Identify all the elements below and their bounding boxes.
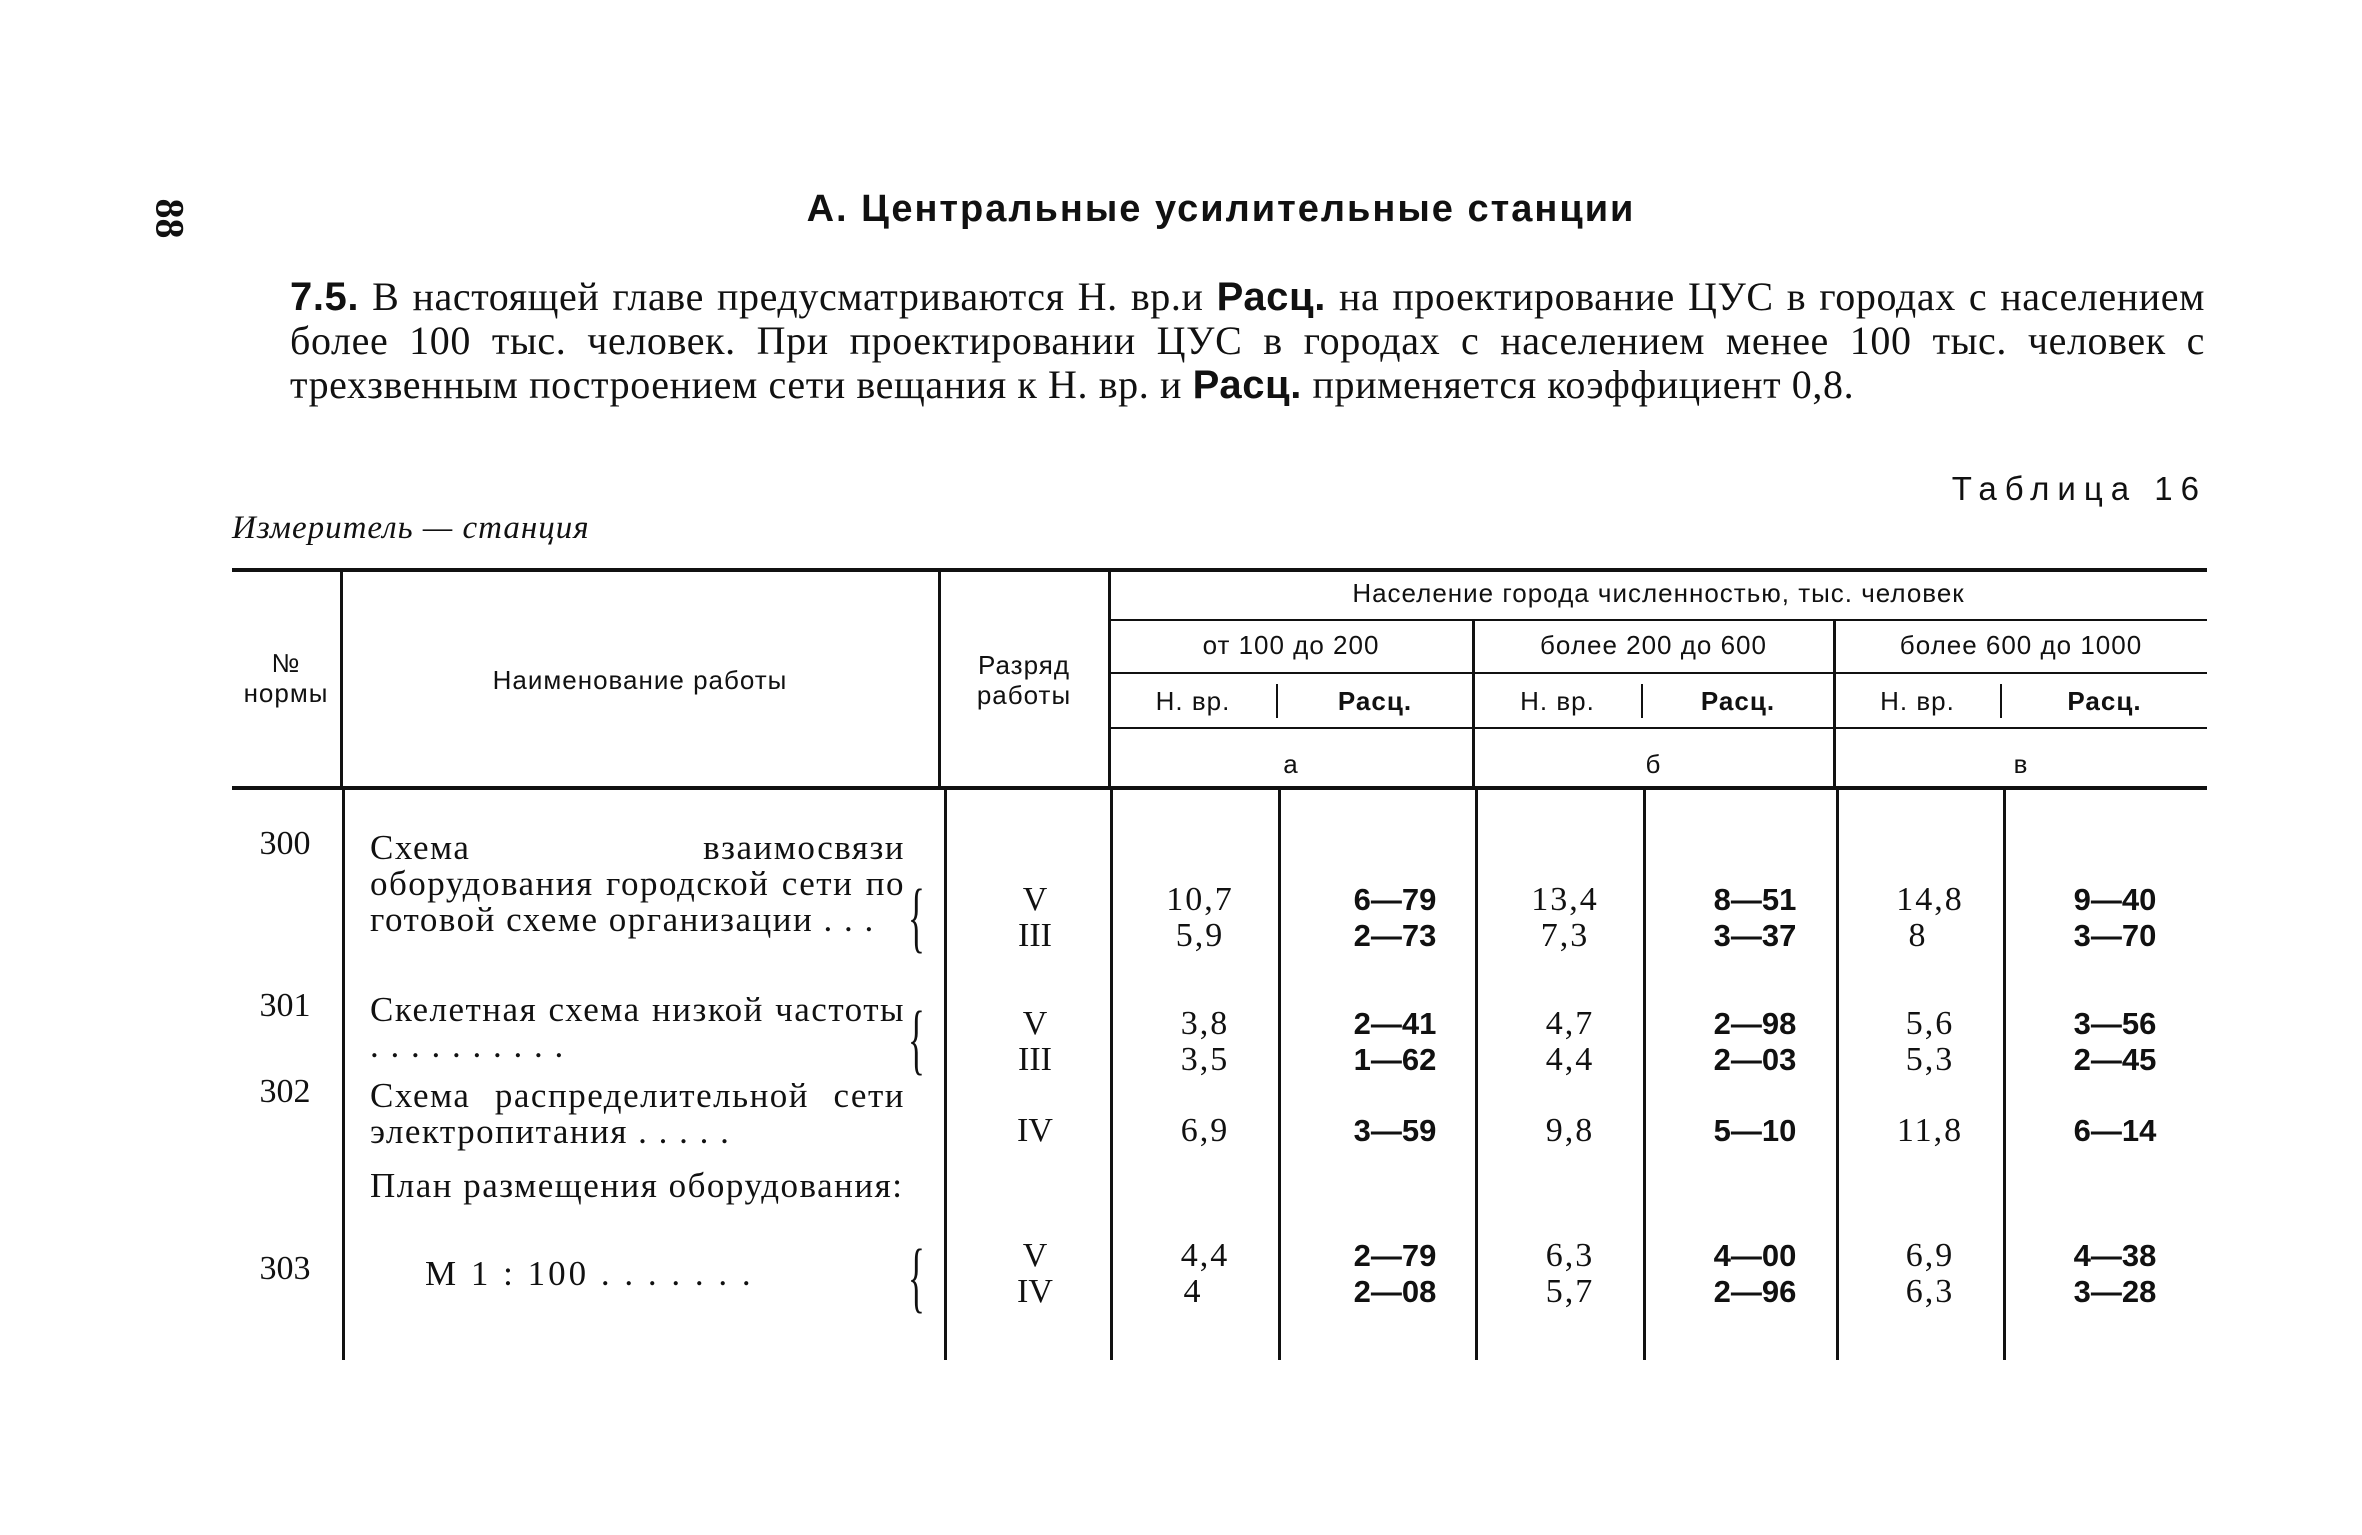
b-rasc-303-1: 4—00 — [1713, 1238, 1797, 1273]
a-hvr-303-2: 4 — [1183, 1273, 1203, 1310]
c-rasc-301-1: 3—56 — [2073, 1006, 2157, 1041]
b-hvr-300-1: 13,4 — [1531, 881, 1599, 918]
norm-303: 303 — [259, 1250, 311, 1287]
body-divider-b-c — [1836, 790, 1839, 1360]
b-rasc-301-1: 2—98 — [1713, 1006, 1797, 1041]
a-hvr-300-2: 5,9 — [1175, 917, 1225, 954]
c-rasc-300-2: 3—70 — [2073, 918, 2157, 953]
b-rasc-300-1: 8—51 — [1713, 882, 1797, 917]
c-hvr-300-2: 8 — [1908, 917, 1928, 954]
intro-paragraph — [290, 275, 2205, 407]
a-rasc-303-1: 2—79 — [1353, 1238, 1437, 1273]
intro-text-3: применяется коэффициент 0,8. — [1301, 362, 1855, 407]
a-rasc-301-2: 1—62 — [1353, 1042, 1437, 1077]
c-rasc-303-2: 3—28 — [2073, 1274, 2157, 1309]
b-rasc-302: 5—10 — [1713, 1113, 1797, 1148]
clause-number: 7.5. — [290, 275, 360, 319]
work-303: М 1 : 100 . . . . . . . — [425, 1254, 754, 1293]
header-b-rasc: Расц. — [1700, 686, 1776, 716]
c-hvr-300-1: 14,8 — [1896, 881, 1964, 918]
header-letter-b: б — [1645, 749, 1662, 779]
grade-303-2: IV — [1017, 1273, 1053, 1310]
c-rasc-302: 6—14 — [2073, 1113, 2157, 1148]
norm-302: 302 — [259, 1073, 311, 1110]
b-hvr-303-1: 6,3 — [1545, 1237, 1595, 1274]
header-bottom-rule — [232, 786, 2207, 790]
header-letter-a: а — [1283, 749, 1299, 779]
section-heading: А. Центральные усилительные станции — [806, 188, 1636, 230]
brace-303: { — [908, 1233, 925, 1320]
header-range-b: более 200 до 600 — [1540, 630, 1767, 660]
header-b-hvr: Н. вр. — [1520, 686, 1595, 716]
c-rasc-303-1: 4—38 — [2073, 1238, 2157, 1273]
brace-301: { — [908, 995, 925, 1082]
grade-301-2: III — [1018, 1041, 1052, 1078]
work-301: Скелетная схема низкой частоты . . . . . . . . . . — [370, 990, 905, 1065]
a-rasc-303-2: 2—08 — [1353, 1274, 1437, 1309]
intro-text-1: В настоящей главе предусматриваются Н. вр.и — [359, 274, 1217, 319]
unit-label: Измеритель — станция — [232, 510, 590, 546]
c-hvr-301-1: 5,6 — [1905, 1005, 1955, 1042]
header-grade: Разряд работы — [976, 650, 1072, 710]
b-hvr-301-1: 4,7 — [1545, 1005, 1595, 1042]
grade-301-1: V — [1022, 1005, 1048, 1042]
norm-301: 301 — [259, 987, 311, 1024]
a-hvr-301-1: 3,8 — [1180, 1005, 1230, 1042]
body-divider-work — [944, 790, 947, 1360]
table-top-rule — [232, 568, 2207, 572]
body-divider-grade — [1110, 790, 1113, 1360]
header-range-a: от 100 до 200 — [1202, 630, 1380, 660]
header-norm-no: № нормы — [243, 648, 329, 708]
header-c-hvr: Н. вр. — [1880, 686, 1955, 716]
grade-300-2: III — [1018, 917, 1052, 954]
rasc-term-1: Расц. — [1216, 275, 1326, 319]
body-divider-c — [2003, 790, 2006, 1360]
a-hvr-303-1: 4,4 — [1180, 1237, 1230, 1274]
a-hvr-301-2: 3,5 — [1180, 1041, 1230, 1078]
a-rasc-300-1: 6—79 — [1353, 882, 1437, 917]
body-divider-b — [1643, 790, 1646, 1360]
header-a-rasc: Расц. — [1337, 686, 1413, 716]
header-population: Население города численностью, тыс. человек — [1352, 578, 1965, 608]
header-range-c: более 600 до 1000 — [1899, 630, 2143, 660]
grade-302: IV — [1017, 1112, 1053, 1149]
work-303-title: План размещения оборудования: — [370, 1166, 904, 1205]
a-rasc-301-1: 2—41 — [1353, 1006, 1437, 1041]
header-work-name: Наименование работы — [492, 665, 788, 695]
table-caption: Таблица 16 — [1951, 470, 2207, 507]
header-a-hvr: Н. вр. — [1155, 686, 1231, 716]
b-hvr-301-2: 4,4 — [1545, 1041, 1595, 1078]
work-300: Схема взаимосвязи оборудования городской сети по готовой схеме организации . . . — [370, 828, 905, 939]
page-number: 88 — [147, 198, 193, 239]
grade-300-1: V — [1022, 881, 1048, 918]
range-rule — [1110, 672, 2207, 674]
b-hvr-302: 9,8 — [1545, 1112, 1595, 1149]
c-hvr-303-2: 6,3 — [1905, 1273, 1955, 1310]
a-rasc-300-2: 2—73 — [1353, 918, 1437, 953]
c-hvr-303-1: 6,9 — [1905, 1237, 1955, 1274]
intro-text-2: на проектирование ЦУС в городах с населением более 100 тыс. человек. При проектировании ЦУС в городах с населением менее 100 тыс. человек с трехзвенным построением сети вещания к Н. вр. и — [290, 274, 2205, 407]
body-divider-a — [1278, 790, 1281, 1360]
body-divider-no — [342, 790, 345, 1360]
work-302: Схема распределительной сети электропитания . . . . . — [370, 1076, 905, 1151]
c-hvr-301-2: 5,3 — [1905, 1041, 1955, 1078]
b-rasc-300-2: 3—37 — [1713, 918, 1797, 953]
b-hvr-303-2: 5,7 — [1545, 1273, 1595, 1310]
header-letter-c: в — [2013, 749, 2029, 779]
brace-300: { — [908, 873, 925, 960]
grade-303-1: V — [1022, 1237, 1048, 1274]
a-hvr-302: 6,9 — [1180, 1112, 1230, 1149]
a-hvr-300-1: 10,7 — [1166, 881, 1234, 918]
header-c-rasc: Расц. — [2067, 686, 2142, 716]
population-rule — [1110, 619, 2207, 621]
b-hvr-300-2: 7,3 — [1540, 917, 1590, 954]
norm-300: 300 — [259, 825, 311, 862]
c-rasc-301-2: 2—45 — [2073, 1042, 2157, 1077]
b-rasc-303-2: 2—96 — [1713, 1274, 1797, 1309]
body-divider-a-b — [1475, 790, 1478, 1360]
subheader-rule — [1110, 727, 2207, 729]
a-rasc-302: 3—59 — [1353, 1113, 1437, 1148]
rasc-term-2: Расц. — [1192, 363, 1302, 407]
b-rasc-301-2: 2—03 — [1713, 1042, 1797, 1077]
c-rasc-300-1: 9—40 — [2073, 882, 2157, 917]
c-hvr-302: 11,8 — [1896, 1112, 1964, 1149]
